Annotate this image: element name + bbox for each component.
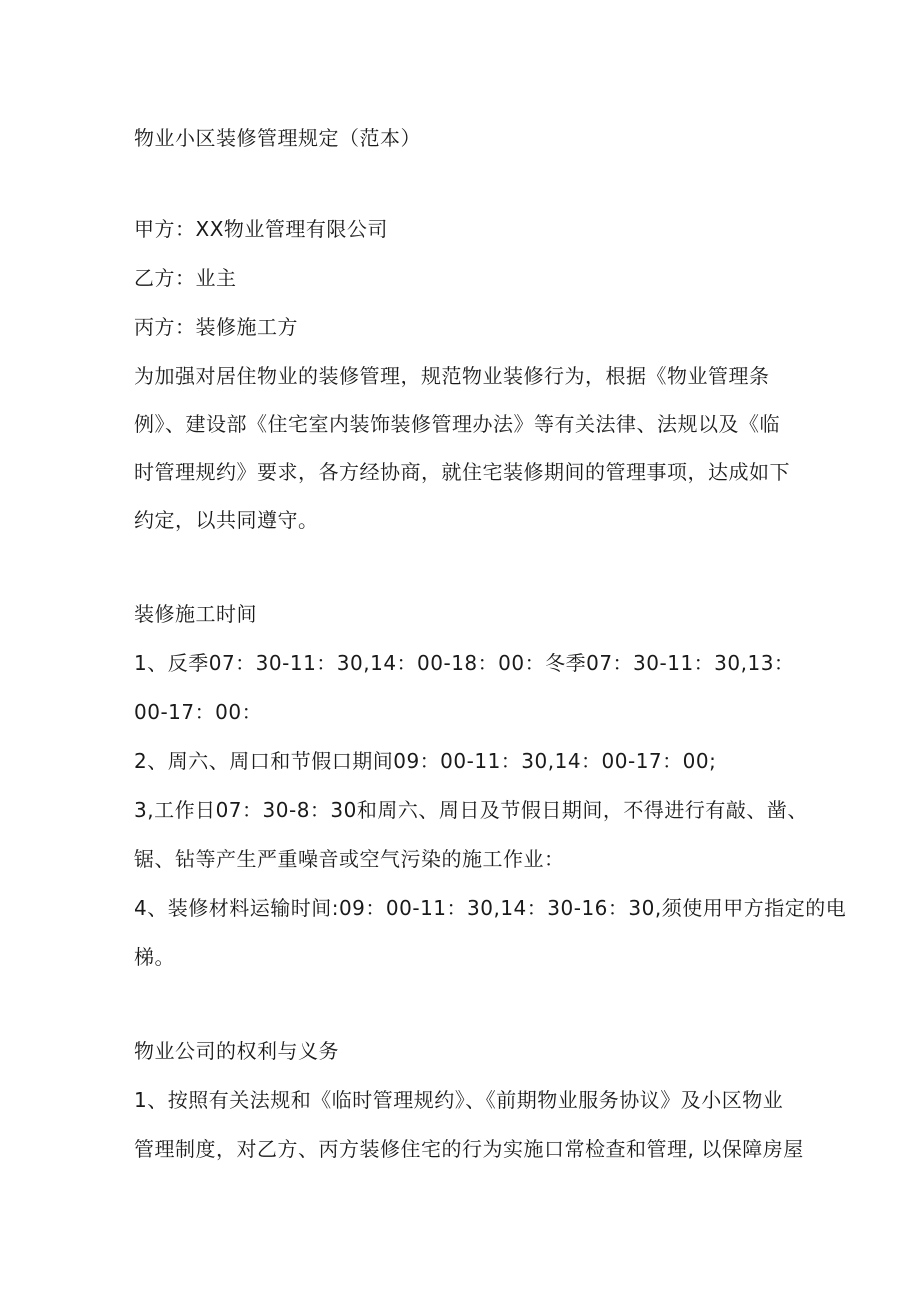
intro-line: 约定，以共同遵守。 xyxy=(134,508,319,532)
section-heading-rights: 物业公司的权利与义务 xyxy=(134,1039,339,1063)
party-b: 乙方：业主 xyxy=(134,266,237,290)
section-heading-time: 装修施工时间 xyxy=(134,602,257,626)
time-rule-line: 3,工作日07：30-8：30和周六、周日及节假日期间，不得进行有敲、凿、 xyxy=(134,798,808,822)
time-rule-line: 2、周六、周口和节假口期间09：00-11：30,14：00-17：00; xyxy=(134,749,717,773)
time-rule-line: 1、反季07：30-11：30,14：00-18：00：冬季07：30-11：30,13： xyxy=(134,651,795,675)
time-rule-line: 00-17：00： xyxy=(134,700,263,724)
document-title: 物业小区装修管理规定（范本） xyxy=(134,126,421,150)
party-c: 丙方：装修施工方 xyxy=(134,315,298,339)
intro-line: 为加强对居住物业的装修管理，规范物业装修行为，根据《物业管理条 xyxy=(134,364,770,388)
time-rule-line: 锯、钻等产生严重噪音或空气污染的施工作业： xyxy=(134,847,565,871)
intro-line: 时管理规约》要求，各方经协商，就住宅装修期间的管理事项，达成如下 xyxy=(134,460,790,484)
time-rule-line: 梯。 xyxy=(134,945,175,969)
party-a: 甲方：XX物业管理有限公司 xyxy=(134,217,388,241)
rights-line: 管理制度，对乙方、丙方装修住宅的行为实施口常检查和管理, 以保障房屋 xyxy=(134,1137,804,1161)
intro-line: 例》、建设部《住宅室内装饰装修管理办法》等有关法律、法规以及《临 xyxy=(134,412,780,436)
time-rule-line: 4、装修材料运输时间:09：00-11：30,14：30-16：30,须使用甲方指定的电 xyxy=(134,896,847,920)
rights-line: 1、按照有关法规和《临时管理规约》、《前期物业服务协议》及小区物业 xyxy=(134,1088,784,1112)
